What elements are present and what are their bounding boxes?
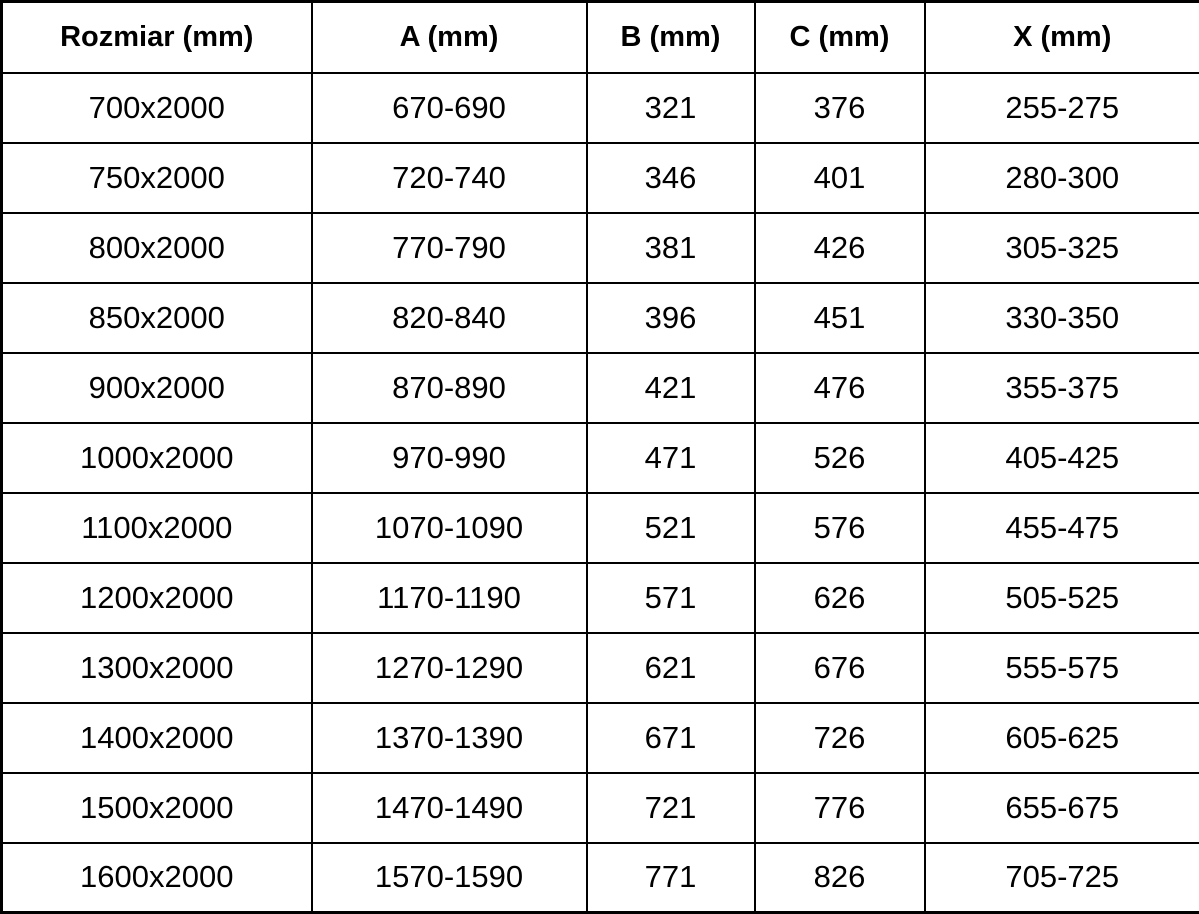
table-cell: 720-740 [312,143,587,213]
table-row [2,493,1199,563]
table-cell: 1270-1290 [312,633,587,703]
table-cell: 970-990 [312,423,587,493]
table-cell: 820-840 [312,283,587,353]
table-cell: 1100x2000 [2,493,312,563]
table-cell: 426 [755,213,925,283]
table-row [2,703,1199,773]
table-cell: 346 [587,143,755,213]
table-cell: 421 [587,353,755,423]
table-cell: 605-625 [925,703,1199,773]
table-cell: 381 [587,213,755,283]
table-cell: 1470-1490 [312,773,587,843]
table-row [2,213,1199,283]
table-cell: 571 [587,563,755,633]
table-cell: 826 [755,843,925,913]
table-cell: 770-790 [312,213,587,283]
table-cell: 750x2000 [2,143,312,213]
table-cell: 355-375 [925,353,1199,423]
table-cell: 471 [587,423,755,493]
column-header-x: X (mm) [925,2,1199,73]
table-cell: 305-325 [925,213,1199,283]
column-header-b: B (mm) [587,2,755,73]
table-cell: 1500x2000 [2,773,312,843]
table-cell: 850x2000 [2,283,312,353]
table-cell: 505-525 [925,563,1199,633]
table-cell: 900x2000 [2,353,312,423]
table-cell: 255-275 [925,73,1199,143]
table-cell: 1570-1590 [312,843,587,913]
table-row [2,353,1199,423]
column-header-rozmiar: Rozmiar (mm) [2,2,312,73]
table-cell: 776 [755,773,925,843]
table-cell: 321 [587,73,755,143]
table-cell: 376 [755,73,925,143]
table-cell: 576 [755,493,925,563]
table-header-row [2,2,1199,73]
table-cell: 451 [755,283,925,353]
table-cell: 726 [755,703,925,773]
table-cell: 1070-1090 [312,493,587,563]
table-cell: 621 [587,633,755,703]
table-cell: 526 [755,423,925,493]
table-cell: 1400x2000 [2,703,312,773]
table-cell: 870-890 [312,353,587,423]
table-cell: 676 [755,633,925,703]
column-header-a: A (mm) [312,2,587,73]
table-cell: 700x2000 [2,73,312,143]
table-cell: 401 [755,143,925,213]
table-cell: 705-725 [925,843,1199,913]
table-cell: 476 [755,353,925,423]
table-cell: 521 [587,493,755,563]
table-cell: 655-675 [925,773,1199,843]
table-cell: 721 [587,773,755,843]
table-cell: 396 [587,283,755,353]
table-cell: 1370-1390 [312,703,587,773]
table-row [2,633,1199,703]
table-cell: 280-300 [925,143,1199,213]
column-header-c: C (mm) [755,2,925,73]
table-cell: 626 [755,563,925,633]
table-body [2,73,1199,913]
table-cell: 1200x2000 [2,563,312,633]
table-cell: 1300x2000 [2,633,312,703]
table-cell: 1600x2000 [2,843,312,913]
table-row [2,73,1199,143]
table-cell: 1000x2000 [2,423,312,493]
table-cell: 670-690 [312,73,587,143]
table-cell: 671 [587,703,755,773]
table-row [2,773,1199,843]
table-row [2,563,1199,633]
table-row [2,843,1199,913]
table-cell: 330-350 [925,283,1199,353]
table-cell: 455-475 [925,493,1199,563]
table-cell: 405-425 [925,423,1199,493]
table-row [2,143,1199,213]
table-cell: 555-575 [925,633,1199,703]
table-cell: 1170-1190 [312,563,587,633]
table-cell: 800x2000 [2,213,312,283]
table-row [2,423,1199,493]
table-row [2,283,1199,353]
table-cell: 771 [587,843,755,913]
